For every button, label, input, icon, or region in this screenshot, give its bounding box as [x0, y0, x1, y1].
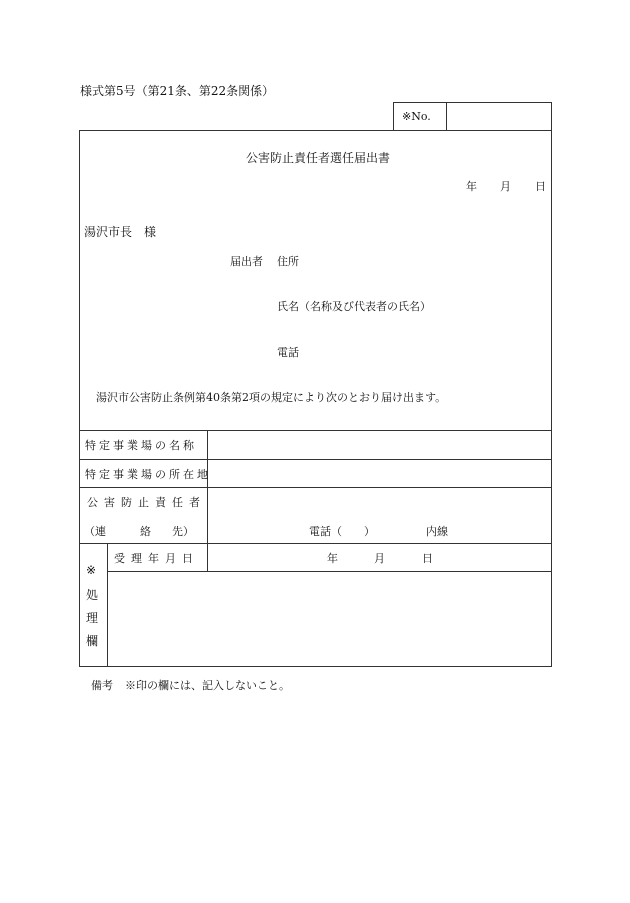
processing-char-2: 理	[86, 611, 99, 625]
manager-label: 公害防止責任者	[87, 496, 206, 509]
receipt-month: 月	[374, 552, 385, 565]
date-year: 年	[466, 180, 477, 193]
manager-extension-label: 内線	[426, 525, 448, 538]
facility-name-label: 特定事業場の名称	[85, 439, 197, 452]
date-day: 日	[535, 180, 546, 193]
manager-phone-label: 電話（ ）	[309, 525, 375, 538]
facility-location-label: 特定事業場の所在地	[85, 468, 211, 481]
note-text: ※印の欄には、記入しないこと。	[125, 679, 290, 692]
processing-area	[112, 575, 548, 663]
addressee: 湯沢市長 様	[84, 225, 157, 239]
contact-open: （連	[84, 525, 106, 538]
facility-name-field[interactable]	[212, 432, 548, 456]
processing-char-1: 処	[86, 588, 99, 602]
date-month: 月	[500, 180, 511, 193]
name-label: 氏名（名称及び代表者の氏名）	[277, 300, 431, 313]
no-label: ※No.	[402, 110, 431, 123]
receipt-day: 日	[422, 552, 433, 565]
facility-location-field[interactable]	[212, 461, 548, 485]
form-id: 様式第5号（第21条、第22条関係）	[80, 84, 275, 98]
address-label: 住所	[277, 255, 299, 268]
processing-char-3: 欄	[86, 634, 99, 648]
form-title: 公害防止責任者選任届出書	[246, 151, 391, 165]
statement: 湯沢市公害防止条例第40条第2項の規定により次のとおり届け出ます。	[96, 391, 447, 404]
contact-close: 先）	[172, 525, 194, 538]
receipt-year: 年	[327, 552, 338, 565]
receipt-label: 受理年月日	[114, 552, 199, 565]
manager-name-field[interactable]	[212, 489, 548, 517]
contact-mid: 絡	[140, 525, 151, 538]
applicant-label: 届出者	[230, 255, 263, 268]
note-label: 備考	[91, 679, 113, 692]
processing-mark: ※	[86, 563, 97, 577]
phone-label: 電話	[277, 346, 299, 359]
